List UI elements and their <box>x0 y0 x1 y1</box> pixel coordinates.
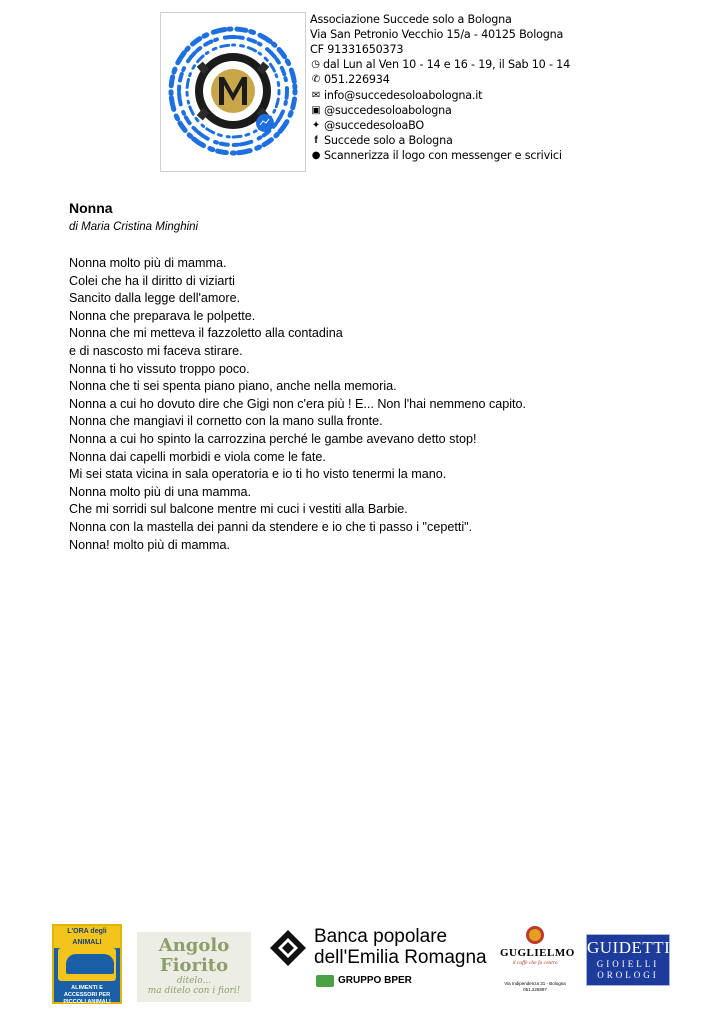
messenger-hint: ● Scannerizza il logo con messenger e scrivici <box>311 148 562 162</box>
header <box>160 12 570 172</box>
twitter-icon: ✦ <box>311 119 321 131</box>
mail-icon: ✉ <box>311 89 321 101</box>
sponsor-guglielmo-logo <box>500 926 575 1002</box>
guglielmo-name: GUGLIELMO <box>500 947 575 959</box>
poem-line: Nonna molto più di mamma. <box>69 256 227 270</box>
poem-line: Che mi sorridi sul balcone mentre mi cuci i vestiti alla Barbie. <box>69 502 408 517</box>
poem-author: di Maria Cristina Minghini <box>69 221 199 233</box>
poem-line: Mi sei stata vicina in sala operatoria e io ti ho visto tenermi la mano. <box>69 467 447 482</box>
guidetti-name: GUIDETTI <box>587 938 671 957</box>
sponsor-ora-degli-animali-logo <box>52 924 122 1011</box>
poem-line: Nonna ti ho vissuto troppo poco. <box>69 361 250 376</box>
fiscal-code: CF 91331650373 <box>310 43 404 57</box>
sponsor-bper-logo <box>268 926 487 996</box>
clock-icon: ◷ <box>311 59 320 71</box>
bper-group-icon <box>316 975 334 987</box>
poem-line: Nonna a cui ho dovuto dire che Gigi non c'era più ! E... Non l'hai nemmeno capito. <box>69 396 527 411</box>
messenger-icon: ● <box>311 149 321 161</box>
poem-line: Nonna molto più di una mamma. <box>69 484 252 499</box>
sponsor-angolo-tag2: ma ditelo con i fiori! <box>147 986 241 996</box>
coffee-target-icon <box>526 926 544 944</box>
bank-group: GRUPPO BPER <box>316 974 412 988</box>
poem-line: Sancito dalla legge dell'amore. <box>69 291 241 306</box>
twitter-link[interactable]: ✦ @succedesoloaBO <box>311 118 425 132</box>
guglielmo-address: Via Indipendenza 31 - Bologna <box>504 981 566 986</box>
association-name: Associazione Succede solo a Bologna <box>310 13 512 27</box>
sponsor-ora-top-text: L'ORA degli ANIMALI <box>54 926 120 948</box>
poem-body <box>69 255 669 554</box>
sponsor-angolo-name1: Angolo <box>158 935 230 956</box>
poem <box>69 200 669 554</box>
guidetti-line3: OROLOGI <box>597 970 659 980</box>
sponsor-angolo-name2: Fiorito <box>159 955 229 976</box>
guidetti-line2: GIOIELLI <box>596 959 660 969</box>
messenger-qr-logo[interactable] <box>160 12 306 172</box>
poem-line: Nonna a cui ho spinto la carrozzina perché le gambe avevano detto stop! <box>69 431 477 446</box>
email-link[interactable]: ✉ info@succedesoloabologna.it <box>311 88 483 102</box>
opening-hours: ◷ dal Lun al Ven 10 - 14 e 16 - 19, il Sab 10 - 14 <box>311 58 570 72</box>
contact-block <box>310 12 570 163</box>
poem-line: Colei che ha il diritto di viziarti <box>69 273 235 288</box>
poem-line: Nonna che mangiavi il cornetto con la mano sulla fronte. <box>69 414 383 429</box>
poem-line: Nonna dai capelli morbidi e viola come le fate. <box>69 449 326 464</box>
sponsor-angolo-tag1: ditelo... <box>176 976 212 986</box>
bank-name-line1: Banca popolare <box>314 926 448 947</box>
sponsor-guidetti-logo <box>586 934 670 986</box>
poem-line: Nonna! molto più di mamma. <box>69 537 230 552</box>
poem-line: Nonna con la mastella dei panni da stendere e io che ti passo i "cepetti". <box>69 519 473 534</box>
sponsor-angolo-fiorito-logo <box>137 932 251 1002</box>
poem-line: Nonna che mi metteva il fazzoletto alla contadina <box>69 326 343 341</box>
sponsor-ora-url: www.loradeglianimali.it <box>64 1006 110 1011</box>
bank-mark-icon <box>270 930 306 966</box>
address: Via San Petronio Vecchio 15/a - 40125 Bologna <box>310 28 564 42</box>
facebook-link[interactable]: f Succede solo a Bologna <box>310 133 570 148</box>
guglielmo-phone: 051.226897 <box>523 987 547 992</box>
paw-emblem <box>58 948 116 981</box>
instagram-link[interactable]: ▣ @succedesoloabologna <box>311 103 452 117</box>
facebook-icon: f <box>314 134 318 146</box>
poem-title: Nonna <box>69 200 113 216</box>
phone-icon: ✆ <box>311 74 321 86</box>
messenger-code-graphic <box>161 13 305 171</box>
sponsor-ora-tagline: ALIMENTI E ACCESSORI PER PICCOLI ANIMALI <box>63 985 111 1005</box>
guglielmo-tagline: il caffè che fa centro <box>512 960 558 966</box>
sponsor-logos <box>0 918 725 1011</box>
poem-line: Nonna che ti sei spenta piano piano, anche nella memoria. <box>69 379 397 394</box>
bank-name-line2: dell'Emilia Romagna <box>314 947 487 968</box>
instagram-icon: ▣ <box>311 104 321 116</box>
poem-line: Nonna che preparava le polpette. <box>69 308 256 323</box>
poem-line: e di nascosto mi faceva stirare. <box>69 343 243 358</box>
phone[interactable]: ✆ 051.226934 <box>311 73 390 87</box>
